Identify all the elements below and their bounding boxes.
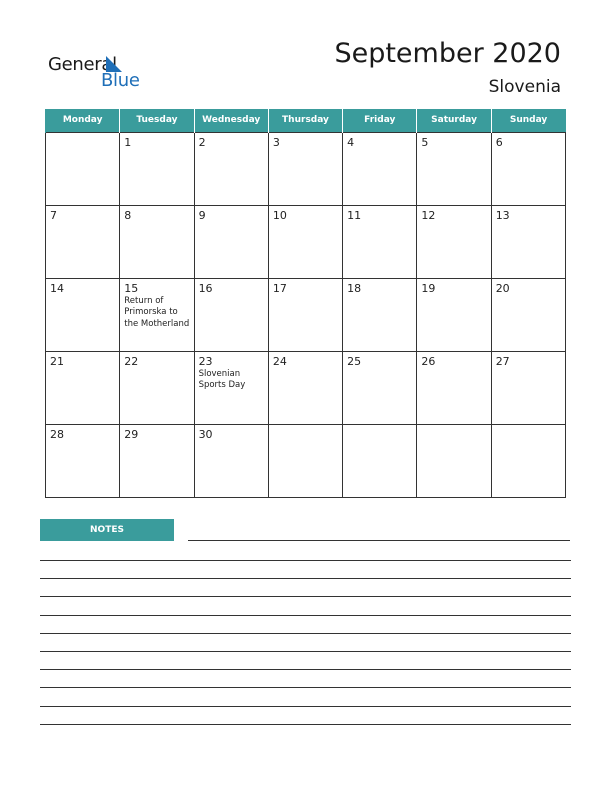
day-cell <box>417 132 491 205</box>
day-cell <box>194 424 268 497</box>
day-cell <box>343 278 417 351</box>
weekday-monday: Monday <box>46 109 120 132</box>
calendar-week-row <box>46 351 566 424</box>
note-line <box>40 669 571 670</box>
day-cell <box>46 205 120 278</box>
day-cell <box>46 424 120 497</box>
notes-label: NOTES <box>40 519 174 541</box>
day-cell <box>491 424 565 497</box>
note-line <box>40 596 571 597</box>
weekday-sunday: Sunday <box>491 109 565 132</box>
day-number: 7 <box>50 208 57 222</box>
day-cell <box>268 205 342 278</box>
day-number: 18 <box>347 281 362 295</box>
country-name: Slovenia <box>488 77 561 97</box>
day-cell <box>417 205 491 278</box>
day-cell <box>120 132 194 205</box>
day-number: 8 <box>124 208 132 222</box>
day-cell <box>46 351 120 424</box>
weekday-friday: Friday <box>343 109 417 132</box>
day-number: 1 <box>124 135 132 149</box>
day-number: 22 <box>124 354 139 368</box>
day-cell <box>120 205 194 278</box>
weekday-thursday: Thursday <box>268 109 342 132</box>
day-number: 27 <box>495 354 510 368</box>
day-number: 5 <box>421 135 429 149</box>
day-cell <box>491 205 565 278</box>
day-number: 26 <box>421 354 436 368</box>
day-number: 11 <box>347 208 362 222</box>
day-number: 4 <box>347 135 355 149</box>
day-cell <box>194 351 268 424</box>
calendar-grid <box>45 109 566 498</box>
note-line <box>40 560 571 561</box>
day-number: 28 <box>50 427 64 441</box>
note-line <box>40 706 571 707</box>
note-line <box>40 651 571 652</box>
weekday-saturday: Saturday <box>417 109 491 132</box>
day-cell <box>343 424 417 497</box>
day-number: 9 <box>198 208 206 222</box>
holiday-label: Return of Primorska to the Motherland <box>124 295 190 329</box>
day-cell <box>417 424 491 497</box>
weekday-tuesday: Tuesday <box>120 109 194 132</box>
day-number: 14 <box>50 281 64 295</box>
day-cell <box>46 278 120 351</box>
day-cell <box>268 424 342 497</box>
day-cell <box>417 278 491 351</box>
day-cell <box>46 132 120 205</box>
day-cell <box>343 351 417 424</box>
day-number: 24 <box>272 354 287 368</box>
day-cell <box>120 424 194 497</box>
note-line <box>40 633 571 634</box>
day-number: 29 <box>124 427 139 441</box>
day-cell <box>268 351 342 424</box>
day-number: 16 <box>198 281 213 295</box>
day-cell <box>343 132 417 205</box>
day-cell <box>268 132 342 205</box>
day-number: 10 <box>272 208 287 222</box>
logo-word-general: General <box>48 54 117 75</box>
month-title: September 2020 <box>334 38 561 69</box>
day-number: 15 <box>124 281 139 295</box>
day-cell <box>194 132 268 205</box>
day-number: 23 <box>198 354 213 368</box>
calendar-week-row <box>46 278 566 351</box>
day-number: 30 <box>198 427 213 441</box>
note-line <box>40 578 571 579</box>
calendar-week-row <box>46 205 566 278</box>
day-number: 3 <box>272 135 280 149</box>
day-number: 17 <box>272 281 287 295</box>
brand-logo <box>48 52 158 92</box>
note-line <box>40 724 571 725</box>
day-cell <box>268 278 342 351</box>
day-number: 25 <box>347 354 362 368</box>
day-number: 2 <box>198 135 206 149</box>
calendar-week-row <box>46 424 566 497</box>
day-cell <box>417 351 491 424</box>
weekday-header-row <box>46 109 566 132</box>
day-number: 21 <box>50 354 64 368</box>
day-cell <box>491 278 565 351</box>
day-cell <box>120 351 194 424</box>
day-number: 6 <box>495 135 503 149</box>
note-line <box>40 687 571 688</box>
day-number: 12 <box>421 208 436 222</box>
day-cell <box>194 278 268 351</box>
day-number: 20 <box>495 281 510 295</box>
weekday-wednesday: Wednesday <box>194 109 268 132</box>
note-line <box>40 615 571 616</box>
day-cell <box>491 132 565 205</box>
note-line <box>188 540 570 541</box>
day-number: 19 <box>421 281 436 295</box>
logo-word-blue: Blue <box>101 70 140 91</box>
day-cell <box>491 351 565 424</box>
day-cell <box>194 205 268 278</box>
calendar-week-row <box>46 132 566 205</box>
day-cell <box>343 205 417 278</box>
day-number: 13 <box>495 208 510 222</box>
holiday-label: Slovenian Sports Day <box>198 368 246 390</box>
day-cell <box>120 278 194 351</box>
